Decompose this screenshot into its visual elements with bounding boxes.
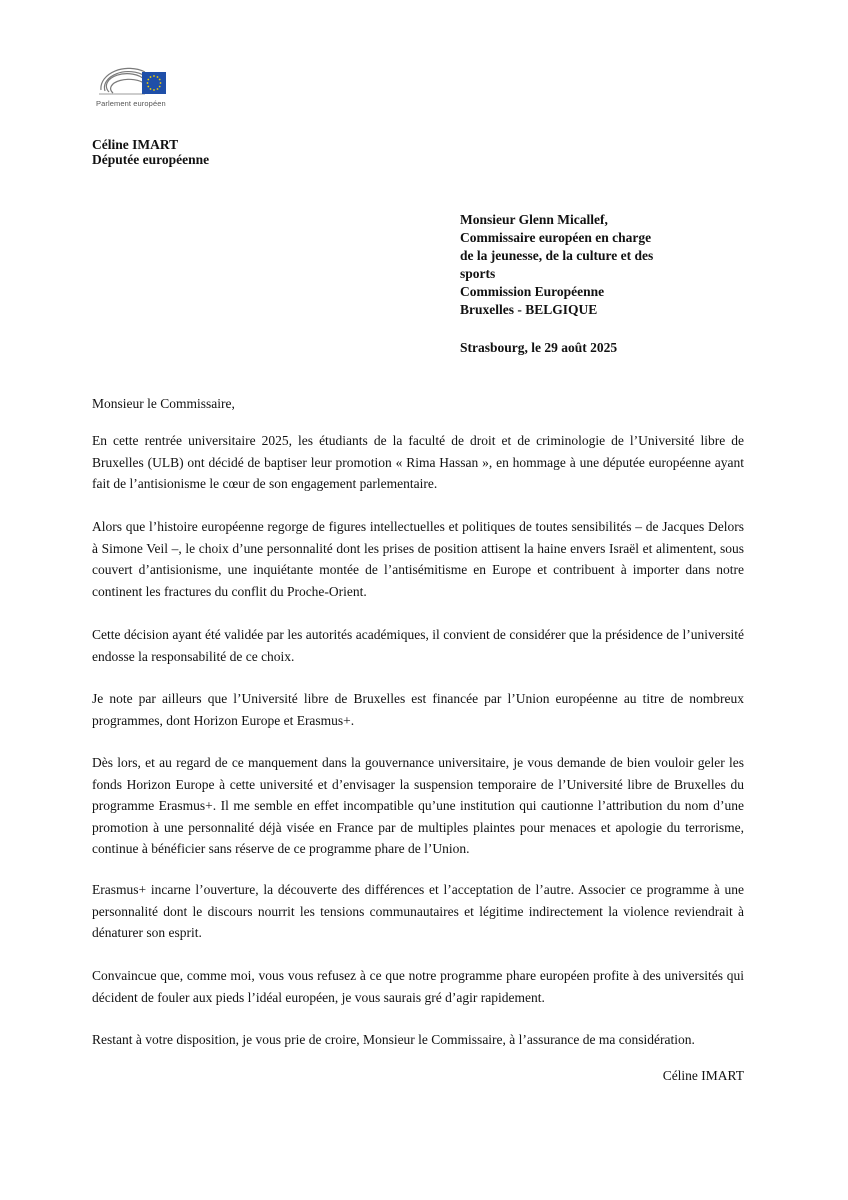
body-paragraph: Dès lors, et au regard de ce manquement dans la gouvernance universitaire, je vous demande de bien vouloir geler les fonds Horizon Europe à cette université et d’envisager la suspension temporaire de l’Université libre de Bruxelles du programme Erasmus+. Il me semble en effet incompatible qu’une institution qui cautionne l’attribution du nom d’une promotion à une personnalité déjà visée en France par de multiples plaintes pour menaces et apologie du terrorisme, continue à bénéficier sans réserve de ce programme phare de l’Union. — [92, 755, 744, 856]
recipient-block — [460, 211, 720, 319]
body-paragraph: Alors que l’histoire européenne regorge de figures intellectuelles et politiques de toutes sensibilités – de Jacques Delors à Simone Veil –, le choix d’une personnalité dont les prises de position attisent la haine envers Israël et alimentent, sous couvert d’antisionisme, une inquiétante montée de l’antisémitisme en Europe et contribuent à importer dans notre continent les fractures du conflit du Proche-Orient. — [92, 519, 744, 599]
signature: Céline IMART — [662, 1068, 744, 1083]
recipient-line: Monsieur Glenn Micallef, — [460, 212, 608, 227]
letter-date: Strasbourg, le 29 août 2025 — [460, 340, 618, 355]
eu-flag-icon — [142, 72, 166, 94]
body-paragraph: En cette rentrée universitaire 2025, les étudiants de la faculté de droit et de criminologie de l’Université libre de Bruxelles (ULB) ont décidé de baptiser leur promotion « Rima Hassan », en hommage à une députée européenne ayant fait de l’antisionisme le cœur de son engagement parlementaire. — [92, 433, 744, 491]
recipient-line: sports — [460, 266, 496, 281]
salutation: Monsieur le Commissaire, — [92, 396, 235, 411]
sender-name: Céline IMART — [92, 137, 179, 152]
logo-caption: Parlement européen — [96, 99, 166, 108]
recipient-line: Commission Européenne — [460, 284, 605, 299]
body-paragraph: Cette décision ayant été validée par les autorités académiques, il convient de considérer que la présidence de l’université endosse la responsabilité de ce choix. — [92, 627, 744, 664]
sender-title: Députée européenne — [92, 152, 210, 167]
recipient-line: Commissaire européen en charge — [460, 230, 652, 245]
hemicycle-icon — [99, 68, 145, 94]
sender-block — [92, 137, 209, 167]
recipient-line: de la jeunesse, de la culture et des — [460, 248, 654, 263]
body-paragraph: Erasmus+ incarne l’ouverture, la découverte des différences et l’acceptation de l’autre. Associer ce programme à une personnalité dont le discours nourrit les tensions communautaires et légitime indirectement la violence reviendrait à dénaturer son esprit. — [92, 882, 744, 940]
body-paragraph: Convaincue que, comme moi, vous vous refusez à ce que notre programme phare européen profite à des universités qui décident de fouler aux pieds l’idéal européen, je vous saurais gré d’agir rapidement. — [92, 968, 744, 1005]
recipient-line: Bruxelles - BELGIQUE — [460, 302, 598, 317]
body-paragraph: Je note par ailleurs que l’Université libre de Bruxelles est financée par l’Union européenne au titre de nombreux programmes, dont Horizon Europe et Erasmus+. — [92, 691, 744, 728]
closing-paragraph: Restant à votre disposition, je vous prie de croire, Monsieur le Commissaire, à l’assurance de ma considération. — [92, 1032, 695, 1047]
